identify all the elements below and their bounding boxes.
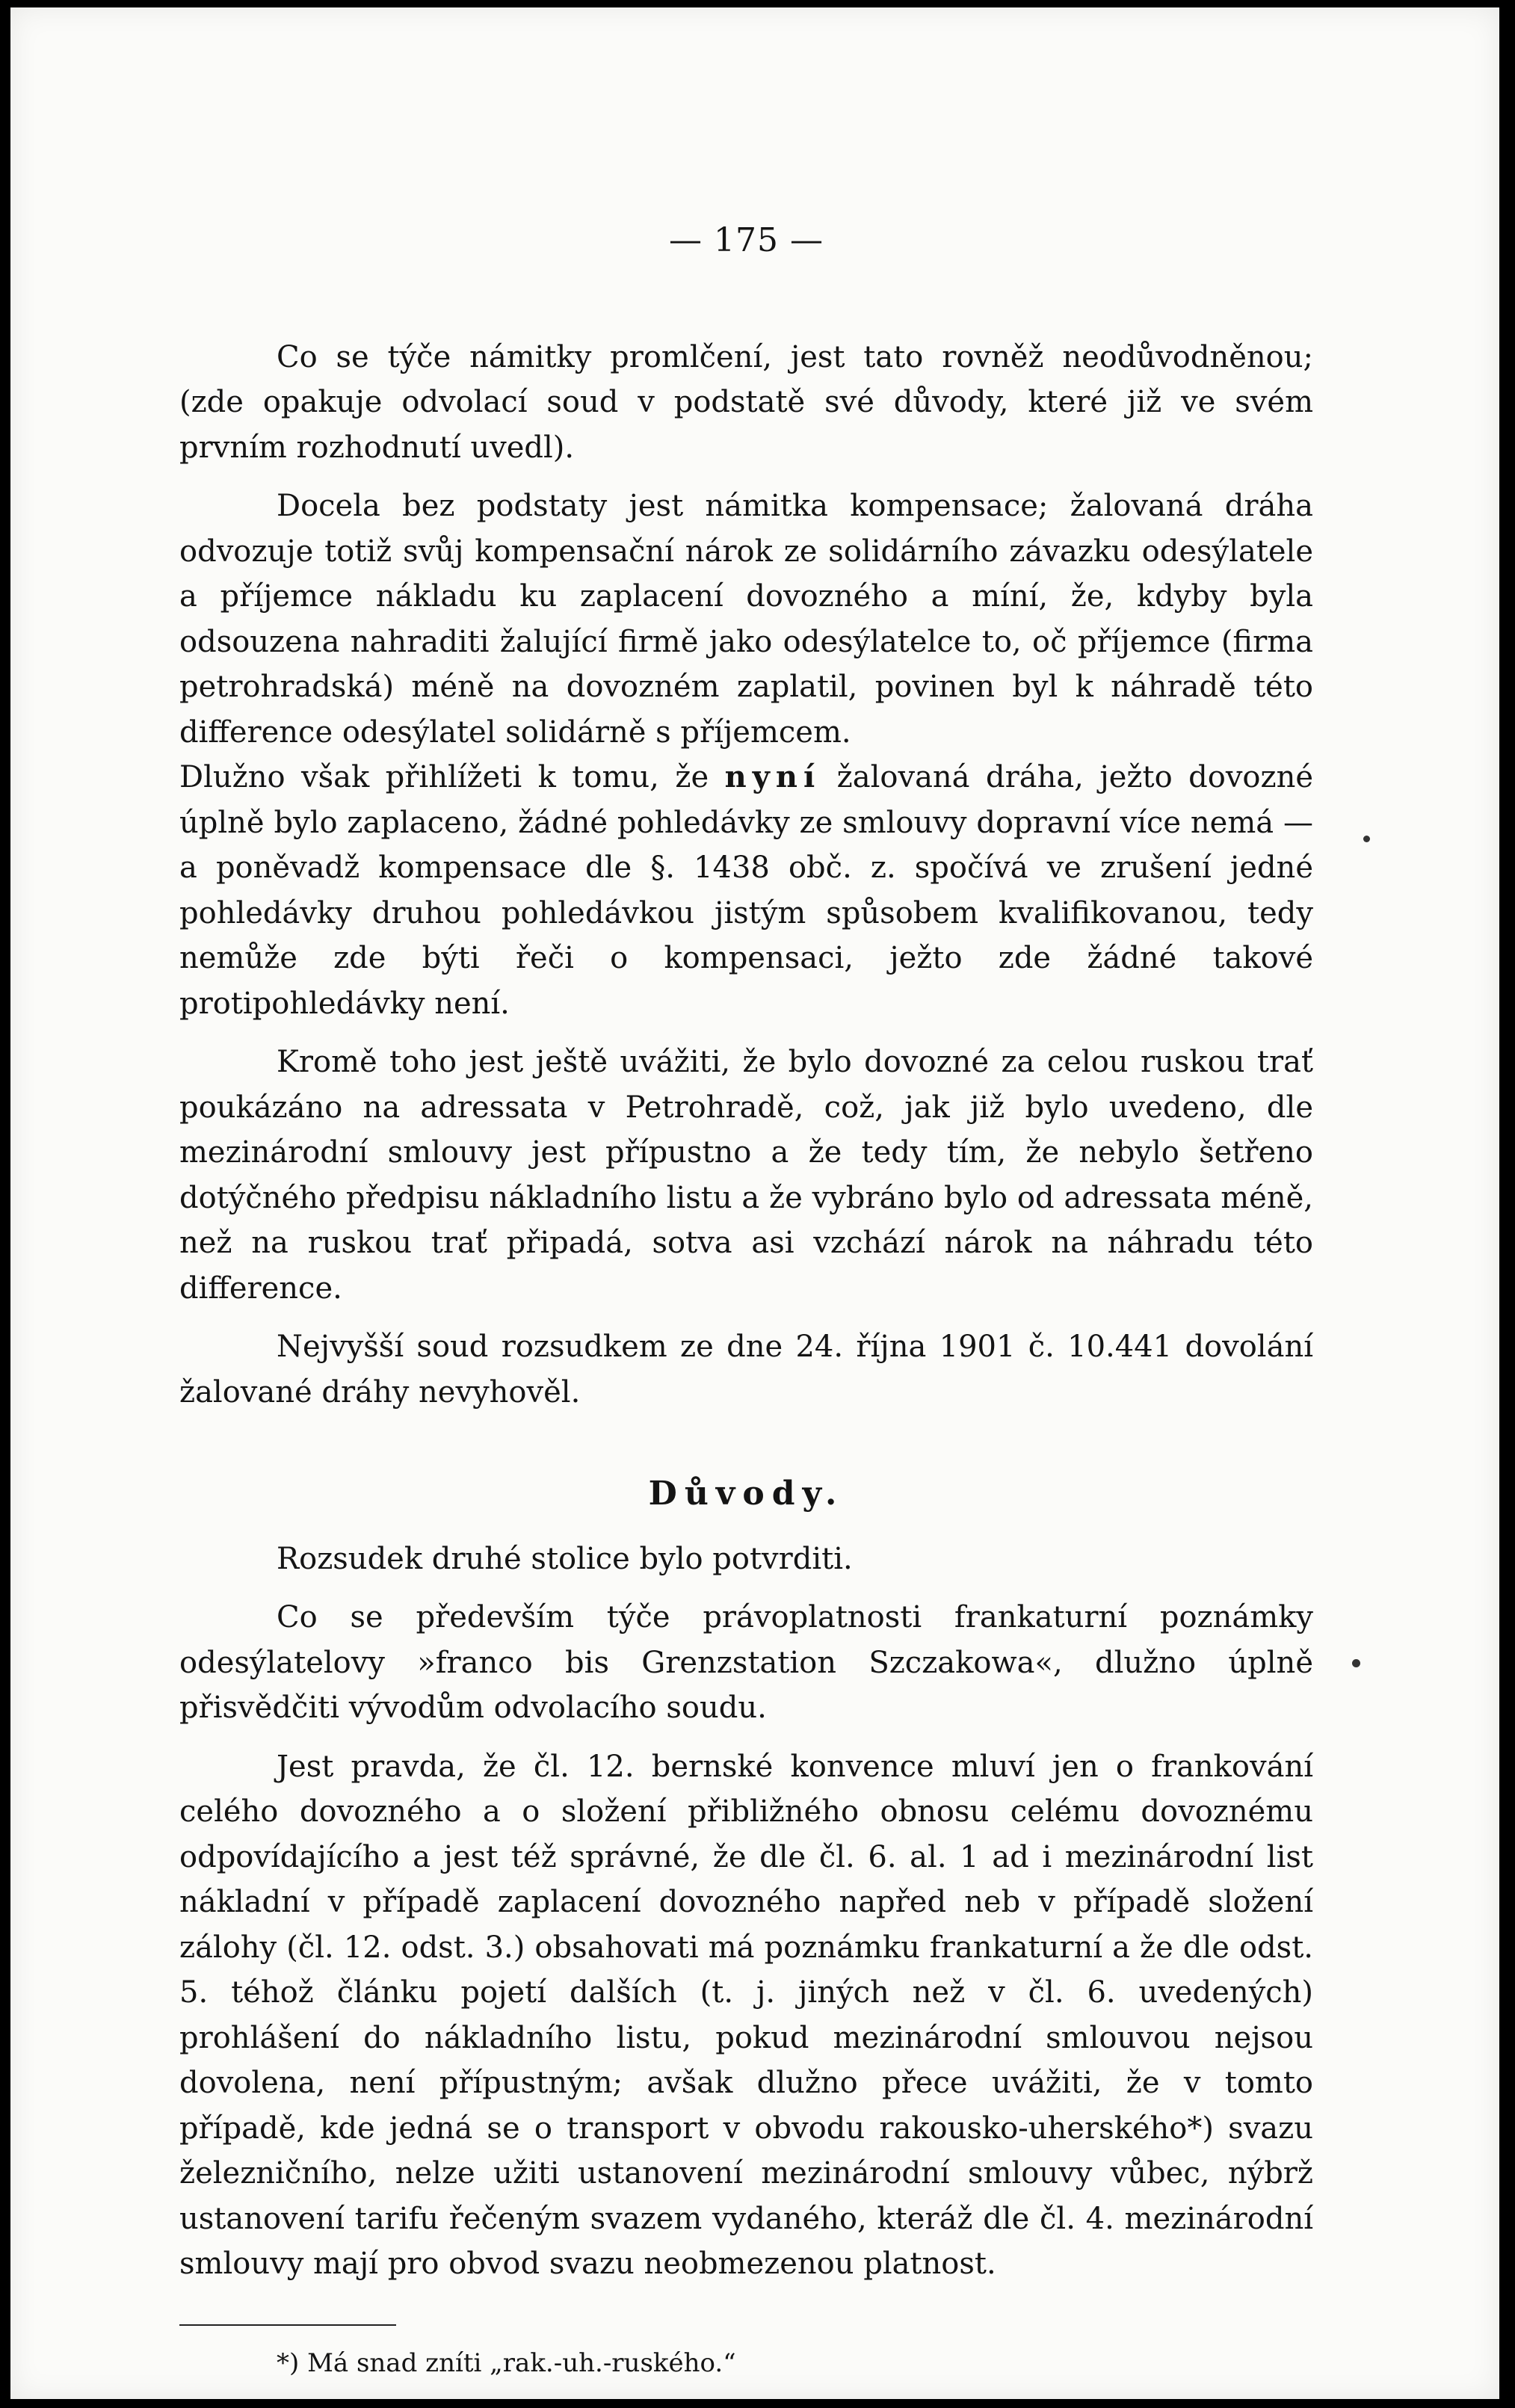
paragraph-1: Co se týče námitky promlčení, jest tato rovněž neodůvodněnou; (zde opakuje odvolací soud v podstatě své důvody, které již ve svém prvním rozhodnutí uvedl). [179,339,1313,465]
ink-speck [1363,836,1370,842]
paragraph-3-after: žalovaná dráha, ježto dovozné úplně bylo zaplaceno, žádné pohledávky ze smlouvy dopravní více nemá — a poněvadž kompensace dle §. 1438 obč. z. spočívá ve zrušení jedné pohledávky druhou pohledávkou jistým spůsobem kvalifikovanou, tedy nemůže zde býti řeči o kompensaci, ježto zde žádné takové protipohledávky není. [179,760,1314,1021]
paragraph-3 [179,755,1313,1026]
paragraph-5: Nejvyšší soud rozsudkem ze dne 24. října 1901 č. 10.441 dovolání žalované dráhy nevyhověl. [179,1330,1313,1410]
ink-speck [1352,1659,1360,1667]
scanned-page [10,7,1499,2399]
footnote-divider [179,2324,396,2326]
paragraph-4: Kromě toho jest ještě uvážiti, že bylo dovozné za celou ruskou trať poukázáno na adressata v Petrohradě, což, jak již bylo uvedeno, dle mezinárodní smlouvy jest přípustno a že tedy tím, že nebylo šetřeno dotýčného předpisu nákladního listu a že vybráno bylo od adressata méně, než na ruskou trať připadá, sotva asi vzchází nárok na náhradu této difference. [179,1045,1313,1306]
section-heading: Důvody. [648,1475,845,1513]
paragraph-3-before: Dlužno však přihlížeti k tomu, že [179,760,709,794]
page-content [179,218,1313,2380]
footnote: *) Má snad zníti „rak.-uh.-ruského.“ [277,2347,736,2378]
paragraph-6: Rozsudek druhé stolice bylo potvrditi. [277,1541,853,1576]
paragraph-7: Co se především týče právoplatnosti frankaturní poznámky odesýlatelovy »franco bis Grenzstation Szczakowa«, dlužno úplně přisvědčiti vývodům odvolacího soudu. [179,1600,1313,1725]
emphasized-word: nyní [724,759,821,794]
page-number: — 175 — [669,221,824,259]
paragraph-8: Jest pravda, že čl. 12. bernské konvence mluví jen o frankování celého dovozného a o složení přibližného obnosu celému dovoznému odpovídajícího a jest též správné, že dle čl. 6. al. 1 ad i mezinárodní list nákladní v případě zaplacení dovozného napřed neb v případě složení zálohy (čl. 12. odst. 3.) obsahovati má poznámku frankaturní a že dle odst. 5. téhož článku pojetí dalších (t. j. jiných než v čl. 6. uvedených) prohlášení do nákladního listu, pokud mezinárodní smlouvou nejsou dovolena, není přípustným; avšak dlužno přece uvážiti, že v tomto případě, kde jedná se o transport v obvodu rakousko-uherského*) svazu železničního, nelze užiti ustanovení mezinárodní smlouvy vůbec, nýbrž ustanovení tarifu řečeným svazem vydaného, kteráž dle čl. 4. mezinárodní smlouvy mají pro obvod svazu neobmezenou platnost. [179,1749,1313,2281]
paragraph-2: Docela bez podstaty jest námitka kompensace; žalovaná dráha odvozuje totiž svůj kompensační nárok ze solidárního závazku odesýlatele a příjemce nákladu ku zaplacení dovozného a míní, že, kdyby byla odsouzena nahraditi žalující firmě jako odesýlatelce to, oč příjemce (firma petrohradská) méně na dovozném zaplatil, povinen byl k náhradě této difference odesýlatel solidárně s příjemcem. [179,489,1313,750]
